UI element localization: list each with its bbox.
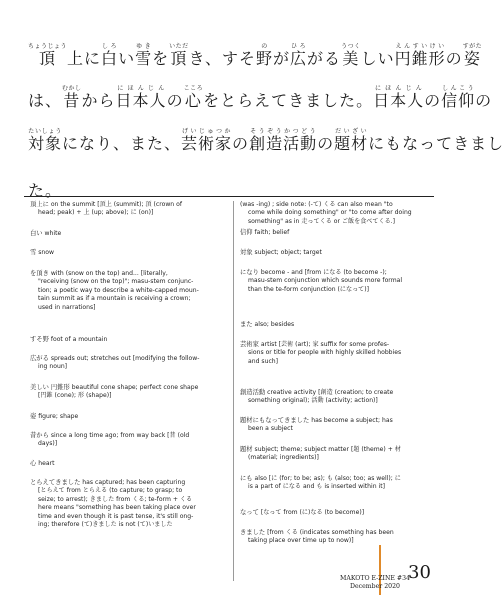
furigana: うつく [341, 43, 361, 50]
glossary-entry [240, 389, 432, 406]
glossary-entry [240, 341, 432, 366]
glossary-definition: artist [芸術 (art); 家 suffix for some profes- [258, 341, 390, 348]
entry-line [240, 229, 289, 236]
glossary-definition-continued: tain summit as if a mountain is receiving a crown; [38, 295, 191, 303]
segment-text: 日本人 [373, 91, 425, 110]
segment-text: 広 [290, 49, 308, 68]
entry-line [30, 249, 54, 256]
segment-text: の [317, 134, 335, 153]
passage-line-2 [0, 70, 493, 110]
segment-text: 対象 [28, 134, 63, 153]
glossary-term: 題材にもなってきました [240, 417, 310, 424]
glossary-entry [240, 475, 432, 492]
furigana: ゆき [135, 43, 153, 50]
glossary-definition: [なって from (に)なる (to become)] [258, 509, 365, 516]
glossary-term: 心 [30, 460, 37, 467]
glossary-entry [30, 432, 228, 449]
passage-segment [28, 43, 68, 68]
entry-line [240, 529, 394, 536]
furigana: げいじゅつか [181, 128, 233, 135]
glossary-term: 広がる [30, 355, 49, 362]
segment-text: た。 [28, 181, 63, 200]
glossary-entry [30, 249, 228, 257]
glossary-term: 題材 [240, 446, 253, 453]
furigana: にほんじん [115, 85, 167, 92]
glossary-definition: foot of a mountain [48, 336, 108, 343]
glossary-term: 信仰 [240, 229, 253, 236]
glossary-definition-continued: come while doing something" or "to come after doing [248, 209, 412, 217]
section-divider [24, 196, 434, 197]
passage-segment [28, 181, 62, 200]
glossary-definition-continued: something original); 活動 (activity; action)] [248, 397, 378, 405]
passage-text [28, 128, 504, 153]
entry-line [240, 509, 364, 516]
furigana: すがた [462, 43, 483, 50]
segment-text: 日本人 [115, 91, 167, 110]
page-number: 30 [408, 562, 431, 583]
furigana: しろ [101, 43, 119, 50]
furigana: むかし [62, 85, 82, 92]
glossary-definition-continued: is a part of になる and も is inserted within it] [248, 483, 385, 491]
glossary-definition-continued: "receiving (snow on the top)"; masu-stem conjunc- [38, 278, 194, 286]
passage-segment [118, 49, 135, 68]
glossary-definition-continued: head; peak) + 上 (up; above); に (on)] [38, 209, 154, 217]
glossary-term: きました [240, 529, 266, 536]
glossary-entry [240, 249, 432, 257]
glossary-entry [240, 269, 432, 294]
passage-segment [167, 91, 184, 110]
segment-text: を [152, 49, 170, 68]
furigana: こころ [183, 85, 204, 92]
glossary-definition-continued: seize; to arrest); きました from くる; te-form + くる [38, 495, 193, 503]
glossary-definition: since a long time ago; from way back [昔 (old [48, 432, 190, 439]
entry-line [30, 201, 182, 208]
entry-line [240, 475, 401, 482]
column-divider [233, 201, 234, 581]
glossary-term: 姿 [30, 413, 37, 420]
segment-text: 創造活動 [249, 134, 318, 153]
passage-segment [368, 134, 504, 153]
glossary-definition-continued: masu-stem conjunction which sounds more formal [248, 277, 403, 285]
furigana: ひろ [290, 43, 308, 50]
glossary-term: 芸術家 [240, 341, 259, 348]
glossary-entry [240, 529, 432, 546]
passage-segment [317, 134, 334, 153]
entry-line [30, 336, 107, 343]
furigana: にほんじん [373, 85, 425, 92]
passage-segment [115, 85, 167, 110]
glossary-definition-continued: sions or title for people with highly skilled hobbies [248, 349, 402, 357]
glossary-definition-continued: and such] [248, 357, 279, 365]
passage-segment [341, 43, 361, 68]
glossary-definition-continued: [とらえて from とらえる (to capture; to grasp; to [38, 487, 183, 495]
glossary-definition: subject; object; target [252, 249, 322, 256]
issue-date: December 2020 [350, 583, 400, 590]
entry-line [240, 201, 393, 208]
passage-segment [334, 128, 369, 153]
segment-text: に [84, 49, 102, 68]
segment-text: 円錐形 [394, 49, 446, 68]
glossary-entry [240, 509, 432, 517]
glossary-term: になり [240, 269, 259, 276]
passage-segment [203, 91, 373, 110]
glossary-definition: white [42, 230, 62, 237]
furigana: いただ [169, 43, 189, 50]
segment-text: にもなってきまし [368, 134, 504, 153]
glossary-definition: on the summit [頂上 (summit); 頂 (crown of [48, 201, 182, 208]
glossary-entry [30, 460, 228, 468]
passage-text [28, 181, 62, 200]
glossary-definition: become - and [from になる (to become -); [258, 269, 387, 276]
glossary-entry [30, 384, 228, 401]
passage-segment [152, 49, 169, 68]
glossary-definition: figure; shape [36, 413, 79, 420]
glossary-term: とらえてきました [30, 479, 81, 486]
glossary-entry [240, 201, 432, 226]
entry-line [240, 269, 387, 276]
entry-line [240, 446, 401, 453]
segment-text: 信仰 [441, 91, 476, 110]
glossary-definition-continued: time and even though it is past tense, it's still ong- [38, 512, 194, 520]
glossary-term: また [240, 321, 253, 328]
segment-text: 姿 [462, 49, 483, 68]
glossary-definition: creative activity [創造 (creation; to create [265, 389, 394, 396]
passage-segment [249, 128, 318, 153]
glossary-definition: heart [36, 460, 55, 467]
glossary-term: 対象 [240, 249, 253, 256]
glossary-entry [30, 355, 228, 372]
entry-line [30, 230, 61, 237]
furigana: たいしょう [28, 128, 62, 135]
glossary-definition-continued: taking place over time up to now)] [248, 537, 354, 545]
passage-segment [28, 128, 63, 153]
glossary-definition: also [に (for; to be; as); も (also; too; as well); に [252, 475, 401, 482]
glossary-definition: beautiful cone shape; perfect cone shape [69, 384, 199, 391]
glossary-definition: has captured; has been capturing [80, 479, 186, 486]
segment-text: 頂 [28, 49, 68, 68]
magazine-issue: MAKOTO E-ZINE #34 [340, 575, 410, 582]
passage-segment [62, 134, 181, 153]
glossary-term: すそ野 [30, 336, 49, 343]
segment-text: 野 [256, 49, 274, 68]
segment-text: 雪 [135, 49, 153, 68]
passage-segment [101, 43, 119, 68]
passage-segment [82, 91, 116, 110]
glossary-entry [30, 479, 228, 529]
glossary-term: 美しい 円錐形 [30, 384, 70, 391]
segment-text: は、 [28, 91, 63, 110]
glossary-term: なって [240, 509, 259, 516]
glossary-term: 昔から [30, 432, 49, 439]
segment-text: 上 [67, 49, 85, 68]
segment-text: 美 [341, 49, 361, 68]
segment-text: がる [307, 49, 342, 68]
segment-text: 心 [183, 91, 204, 110]
entry-line [240, 389, 393, 396]
glossary-definition-continued: than the te-form conjunction (になって)] [248, 285, 370, 293]
glossary-entry [30, 270, 228, 312]
passage-text [28, 85, 492, 110]
passage-segment [273, 49, 290, 68]
glossary-entry [240, 446, 432, 463]
entry-line [30, 479, 185, 486]
glossary-definition: with (snow on the top) and... [literally, [48, 270, 168, 277]
entry-line [240, 341, 389, 348]
passage-segment [462, 43, 483, 68]
glossary-definition-continued: [円錐 (cone); 形 (shape)] [38, 392, 112, 400]
glossary-entry [30, 201, 228, 218]
furigana: の [256, 43, 274, 50]
passage-segment [290, 43, 308, 68]
segment-text: をとらえてきました。 [203, 91, 374, 110]
entry-line [30, 460, 54, 467]
segment-text: き、すそ [188, 49, 256, 68]
glossary-entry [240, 417, 432, 434]
passage-text [28, 43, 482, 68]
segment-text: しい [360, 49, 395, 68]
passage-segment [28, 91, 62, 110]
passage-line-3 [0, 113, 504, 153]
passage-segment [189, 49, 256, 68]
glossary-definition-continued: (material; ingredients)] [248, 454, 319, 462]
glossary-definition: faith; belief [252, 229, 290, 236]
passage-line-1 [0, 28, 483, 68]
segment-text: の [166, 91, 184, 110]
entry-line [30, 384, 198, 391]
glossary-definition-continued: used in narrations] [38, 303, 96, 311]
glossary-definition: also; besides [252, 321, 295, 328]
entry-line [30, 270, 168, 277]
passage-segment [394, 43, 446, 68]
entry-line [30, 355, 199, 362]
glossary-definition-continued: ing noun] [38, 363, 68, 371]
segment-text: の [445, 49, 463, 68]
segment-text: の [232, 134, 250, 153]
furigana: しんこう [441, 85, 476, 92]
furigana: だいざい [334, 128, 369, 135]
glossary-term: を頂き [30, 270, 49, 277]
segment-text: の [424, 91, 442, 110]
segment-text: 白 [101, 49, 119, 68]
glossary-entry [30, 413, 228, 421]
passage-segment [232, 134, 249, 153]
passage-segment [361, 49, 395, 68]
segment-text: の [475, 91, 493, 110]
furigana: えんすいけい [394, 43, 446, 50]
passage-segment [62, 85, 82, 110]
glossary-term: 頂上に [30, 201, 49, 208]
segment-text: が [273, 49, 291, 68]
glossary-term: にも [240, 475, 253, 482]
glossary-term: 白い [30, 230, 43, 237]
glossary-definition: [from くる (indicates something has been [265, 529, 394, 536]
glossary-definition-continued: tion; a poetic way to describe a white-capped moun- [38, 286, 199, 294]
glossary-term: 創造活動 [240, 389, 266, 396]
passage-segment [135, 43, 153, 68]
segment-text: 昔 [62, 91, 82, 110]
glossary-entry [240, 321, 432, 329]
glossary-definition-continued: something" as in 走ってくる or ご飯を食べてくる.] [248, 217, 395, 225]
entry-line [240, 417, 393, 424]
passage-segment [183, 85, 204, 110]
glossary-definition-continued: ing; therefore (て)きました is not (て)いました [38, 521, 173, 529]
glossary-definition-continued: been a subject [248, 425, 293, 433]
entry-line [30, 413, 78, 420]
glossary-entry [30, 336, 228, 344]
passage-segment [441, 85, 476, 110]
segment-text: 題材 [334, 134, 369, 153]
passage-segment [67, 49, 84, 68]
passage-segment [169, 43, 189, 68]
segment-text: から [81, 91, 116, 110]
entry-line [240, 321, 294, 328]
passage-segment [446, 49, 463, 68]
glossary-definition: snow [36, 249, 54, 256]
glossary-definition: has become a subject; has [309, 417, 393, 424]
passage-segment [373, 85, 425, 110]
segment-text: い [118, 49, 136, 68]
passage-segment [307, 49, 341, 68]
furigana: ちょうじょう [28, 43, 68, 50]
segment-text: 頂 [169, 49, 189, 68]
glossary-term: 雪 [30, 249, 37, 256]
passage-segment [424, 91, 441, 110]
glossary-definition-continued: days)] [38, 440, 58, 448]
passage-line-4 [0, 160, 460, 200]
segment-text: になり、また、 [62, 134, 182, 153]
entry-line [30, 432, 189, 439]
passage-segment [475, 91, 492, 110]
passage-segment [84, 49, 101, 68]
passage-segment [256, 43, 274, 68]
segment-text: 芸術家 [181, 134, 233, 153]
glossary-definition: spreads out; stretches out [modifying the follow- [48, 355, 200, 362]
passage-segment [181, 128, 233, 153]
glossary-definition-continued: here means "something has been taking place over [38, 504, 196, 512]
entry-line [240, 249, 322, 256]
furigana: そうぞうかつどう [249, 128, 318, 135]
glossary-definition: subject; theme; subject matter [題 (theme) + 材 [252, 446, 401, 453]
glossary-entry [30, 230, 228, 238]
glossary-definition: (was -ing) ; side note: (-て) くる can also mean "to [240, 201, 393, 208]
glossary-entry [240, 229, 432, 237]
